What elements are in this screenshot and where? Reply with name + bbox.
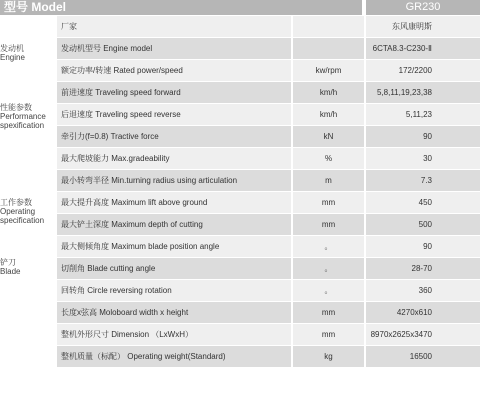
param-unit: % [293,148,364,169]
group-engine-en: Engine [0,53,25,62]
table-row [57,302,480,323]
table-row [57,170,480,191]
param-value: 东风康明斯 [366,16,480,37]
param-unit [293,16,364,37]
param-unit: mm [293,302,364,323]
group-operating-en-1: Operating [0,207,36,216]
param-name: 回转角 Circle reversing rotation [57,280,291,301]
param-value: 90 [366,236,480,257]
param-value: 8970x2625x3470 [366,324,480,345]
table-row [57,214,480,235]
param-name: 最大铲土深度 Maximum depth of cutting [57,214,291,235]
table-row [57,280,480,301]
param-unit: mm [293,214,364,235]
param-value: 172/2200 [366,60,480,81]
param-unit: kN [293,126,364,147]
group-blade-en: Blade [0,267,21,276]
group-performance-en-2: spexification [0,121,45,130]
param-name: 牵引力(f=0.8) Tractive force [57,126,291,147]
param-value: 500 [366,214,480,235]
param-unit: m [293,170,364,191]
group-performance-cn: 性能参数 [0,103,32,112]
group-operating-en-2: specification [0,216,45,225]
param-unit: kg [293,346,364,367]
table-row [57,104,480,125]
param-value: 30 [366,148,480,169]
param-name: 整机质量（标配） Operating weight(Standard) [57,346,291,367]
param-value: 4270x610 [366,302,480,323]
param-name: 整机外形尺寸 Dimension （LxWxH） [57,324,291,345]
param-unit: kw/rpm [293,60,364,81]
table-row [57,192,480,213]
param-unit: 。 [293,236,364,257]
param-value: 28-70 [366,258,480,279]
param-name: 最大爬坡能力 Max.gradeability [57,148,291,169]
param-unit: mm [293,192,364,213]
group-blade [0,258,52,276]
param-value: 16500 [366,346,480,367]
model-header: 型号 Model [0,0,362,15]
param-unit: mm [293,324,364,345]
param-unit: km/h [293,104,364,125]
param-name: 最大侧倾角度 Maximum blade position angle [57,236,291,257]
param-value: 90 [366,126,480,147]
param-value: 7.3 [366,170,480,191]
group-blade-cn: 铲刀 [0,258,16,267]
param-unit: km/h [293,82,364,103]
table-row [57,346,480,367]
param-name: 切削角 Blade cutting angle [57,258,291,279]
table-row [57,16,480,37]
group-operating-cn: 工作参数 [0,198,32,207]
table-row [57,126,480,147]
table-row [57,38,480,59]
param-name: 发动机型号 Engine model [57,38,291,59]
param-name: 长度x弦高 Moloboard width x height [57,302,291,323]
param-value: 5,11,23 [366,104,480,125]
param-name: 厂家 [57,16,291,37]
table-row [57,258,480,279]
param-value: 450 [366,192,480,213]
param-name: 后退速度 Traveling speed reverse [57,104,291,125]
group-operating [0,198,52,225]
param-value: 360 [366,280,480,301]
table-row [57,60,480,81]
param-unit: 。 [293,280,364,301]
table-row [57,148,480,169]
param-value: 5,8,11,19,23,38 [366,82,480,103]
param-name: 前进速度 Traveling speed forward [57,82,291,103]
model-value-header: GR230 [366,0,480,15]
param-unit: 。 [293,258,364,279]
group-performance [0,103,52,130]
param-name: 额定功率/转速 Rated power/speed [57,60,291,81]
table-row [57,236,480,257]
param-name: 最大提升高度 Maximum lift above ground [57,192,291,213]
table-row [57,324,480,345]
table-row [57,82,480,103]
group-engine [0,44,52,62]
group-performance-en-1: Performance [0,112,46,121]
param-value: 6CTA8.3-C230-Ⅱ [366,38,480,59]
group-engine-cn: 发动机 [0,44,24,53]
param-name: 最小转弯半径 Min.turning radius using articulation [57,170,291,191]
param-unit [293,38,364,59]
